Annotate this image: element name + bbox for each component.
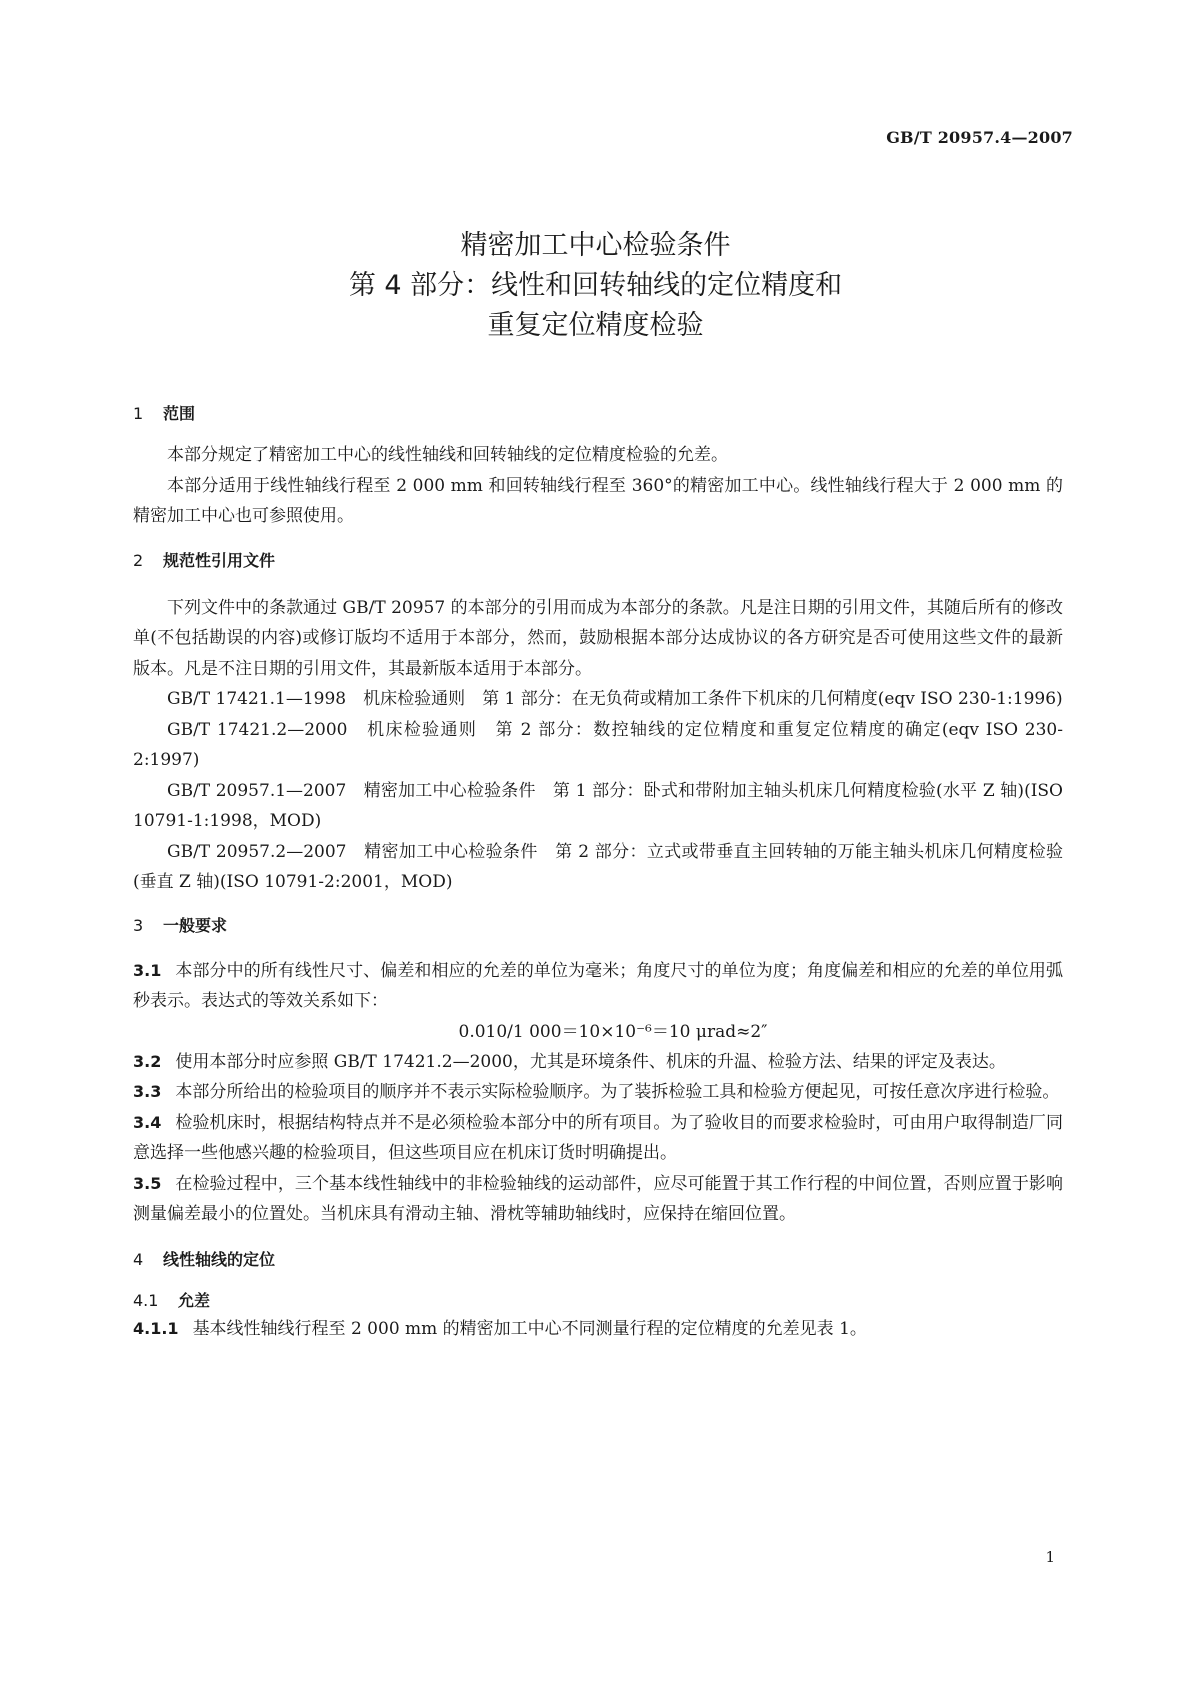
clause-text: 使用本部分时应参照 GB/T 17421.2—2000，尤其是环境条件、机床的升温、检验方法、结果的评定及表达。 (175, 1051, 1006, 1072)
title-line-1: 精密加工中心检验条件 (460, 230, 731, 261)
clause-text: 检验机床时，根据结构特点并不是必须检验本部分中的所有项目。为了验收目的而要求检验时，可由用户取得制造厂同意选择一些他感兴趣的检验项目，但这些项目应在机床订货时明确提出。 (133, 1112, 1063, 1163)
clause-number: 4.1.1 (133, 1318, 179, 1338)
clause-text: 基本线性轴线行程至 2 000 mm 的精密加工中心不同测量行程的定位精度的允差见表 1。 (192, 1318, 867, 1339)
section-number: 1 (133, 404, 144, 423)
section-heading-normative-references (133, 547, 1063, 575)
section-title: 范围 (163, 404, 196, 423)
clause-text: 在检验过程中，三个基本线性轴线中的非检验轴线的运动部件，应尽可能置于其工作行程的中间位置，否则应置于影响测量偏差最小的位置处。当机床具有滑动主轴、滑枕等辅助轴线时，应保持在缩回位置。 (133, 1173, 1063, 1224)
reference-item: GB/T 20957.1—2007 精密加工中心检验条件 第 1 部分：卧式和带附加主轴头机床几何精度检验(水平 Z 轴)(ISO 10791-1:1998，MOD) (133, 780, 1063, 831)
paragraph: 本部分规定了精密加工中心的线性轴线和回转轴线的定位精度检验的允差。 (167, 445, 728, 465)
clause-number: 3.3 (133, 1082, 162, 1101)
subsection-number: 4.1 (133, 1290, 159, 1310)
section-heading-linear-axis-positioning (133, 1246, 1063, 1274)
document-body (133, 400, 1063, 1344)
section-heading-general-requirements (133, 912, 1063, 940)
section-heading-scope (133, 400, 1063, 428)
clause-number: 3.1 (133, 960, 162, 980)
clause-3-5 (133, 1169, 1063, 1230)
subsection-title: 允差 (178, 1290, 211, 1310)
page-number: 1 (1045, 1548, 1055, 1566)
clause-3-1 (133, 956, 1063, 1017)
section-number: 2 (133, 550, 144, 570)
clause-number: 3.2 (133, 1051, 162, 1071)
clause-3-3 (133, 1077, 1063, 1108)
clause-text: 本部分中的所有线性尺寸、偏差和相应的允差的单位为毫米；角度尺寸的单位为度；角度偏差和相应的允差的单位用弧秒表示。表达式的等效关系如下： (133, 960, 1063, 1011)
title-line-2: 第 4 部分：线性和回转轴线的定位精度和 (348, 270, 843, 301)
equivalence-formula: 0.010/1 000＝10×10⁻⁶＝10 μrad≈2″ (458, 1021, 768, 1042)
section-title: 线性轴线的定位 (163, 1249, 276, 1269)
clause-number: 3.5 (133, 1173, 162, 1193)
clause-text: 本部分所给出的检验项目的顺序并不表示实际检验顺序。为了装拆检验工具和检验方便起见，可按任意次序进行检验。 (175, 1082, 1060, 1102)
section-title: 一般要求 (163, 915, 228, 935)
standard-code: GB/T 20957.4—2007 (886, 128, 1073, 147)
section-number: 3 (133, 915, 144, 935)
clause-3-2 (133, 1047, 1063, 1078)
reference-item: GB/T 17421.2—2000 机床检验通则 第 2 部分：数控轴线的定位精度和重复定位精度的确定(eqv ISO 230-2:1997) (133, 719, 1063, 770)
reference-item: GB/T 17421.1—1998 机床检验通则 第 1 部分：在无负荷或精加工条件下机床的几何精度(eqv ISO 230-1:1996) (167, 689, 1063, 709)
title-line-3: 重复定位精度检验 (487, 310, 704, 341)
document-title (0, 226, 1191, 346)
section-number: 4 (133, 1249, 144, 1269)
paragraph: 本部分适用于线性轴线行程至 2 000 mm 和回转轴线行程至 360°的精密加工中心。线性轴线行程大于 2 000 mm 的精密加工中心也可参照使用。 (133, 475, 1063, 526)
subsection-heading-tolerances (133, 1288, 1063, 1314)
clause-3-4 (133, 1108, 1063, 1169)
clause-4-1-1 (133, 1314, 1063, 1345)
clause-number: 3.4 (133, 1112, 162, 1132)
reference-item: GB/T 20957.2—2007 精密加工中心检验条件 第 2 部分：立式或带垂直主回转轴的万能主轴头机床几何精度检验(垂直 Z 轴)(ISO 10791-2:2001，MOD) (133, 841, 1063, 892)
paragraph: 下列文件中的条款通过 GB/T 20957 的本部分的引用而成为本部分的条款。凡是注日期的引用文件，其随后所有的修改单(不包括勘误的内容)或修订版均不适用于本部分，然而，鼓励根据本部分达成协议的各方研究是否可使用这些文件的最新版本。凡是不注日期的引用文件，其最新版本适用于本部分。 (133, 597, 1063, 679)
section-title: 规范性引用文件 (163, 550, 276, 570)
